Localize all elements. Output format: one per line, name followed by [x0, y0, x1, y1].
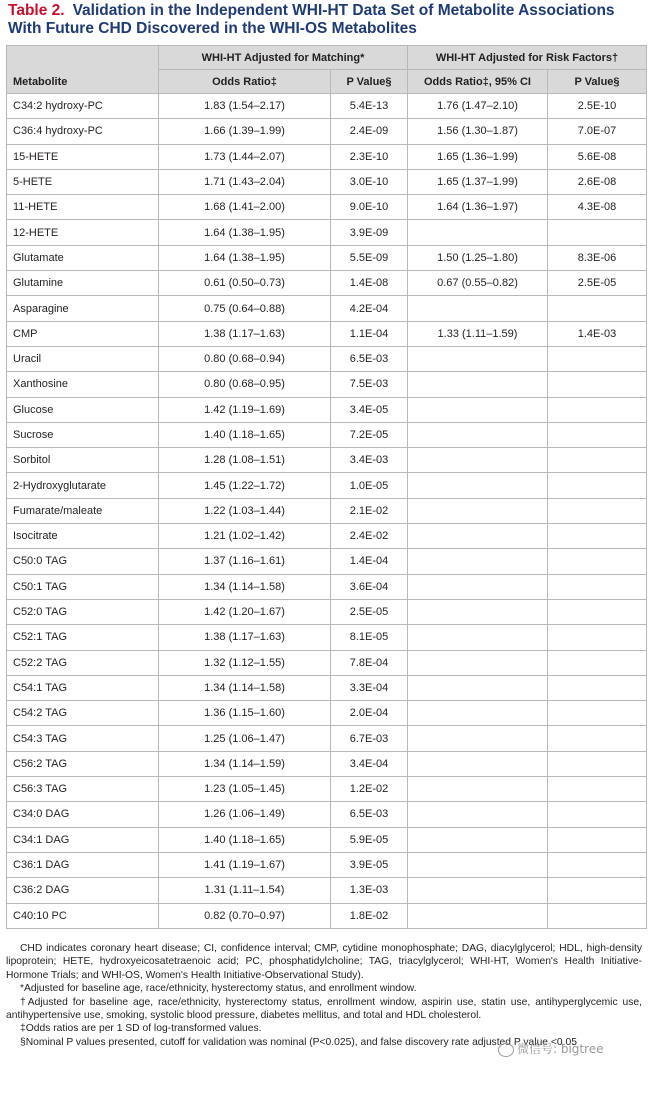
cell-p-value-risk [548, 296, 647, 321]
cell-odds-ratio-ci: 1.50 (1.25–1.80) [408, 245, 548, 270]
table-row [7, 777, 647, 802]
cell-odds-ratio-ci [408, 346, 548, 371]
cell-p-value-risk: 2.6E-08 [548, 169, 647, 194]
cell-p-value-risk [548, 701, 647, 726]
cell-metabolite: Isocitrate [7, 524, 159, 549]
footnote-section: §Nominal P values presented, cutoff for validation was nominal (P<0.025), and false discovery rate adjusted P value <0.05 [20, 1036, 577, 1048]
cell-odds-ratio-ci [408, 498, 548, 523]
cell-p-value-risk [548, 346, 647, 371]
cell-p-value: 6.7E-03 [331, 726, 408, 751]
cell-p-value-risk [548, 852, 647, 877]
table-title [8, 2, 644, 38]
cell-odds-ratio-ci: 1.65 (1.36–1.99) [408, 144, 548, 169]
cell-metabolite: C56:3 TAG [7, 777, 159, 802]
footnote-star: *Adjusted for baseline age, race/ethnicity, hysterectomy status, and enrollment window. [20, 983, 417, 995]
cell-p-value: 5.5E-09 [331, 245, 408, 270]
cell-p-value-risk [548, 625, 647, 650]
cell-odds-ratio: 1.34 (1.14–1.58) [159, 574, 331, 599]
cell-p-value: 7.2E-05 [331, 422, 408, 447]
cell-p-value: 1.2E-02 [331, 777, 408, 802]
cell-p-value: 7.8E-04 [331, 650, 408, 675]
cell-p-value: 2.0E-04 [331, 701, 408, 726]
cell-metabolite: C34:0 DAG [7, 802, 159, 827]
table-row [7, 422, 647, 447]
table-row [7, 321, 647, 346]
table-row [7, 372, 647, 397]
cell-odds-ratio-ci [408, 448, 548, 473]
cell-odds-ratio-ci [408, 397, 548, 422]
cell-odds-ratio: 1.34 (1.14–1.58) [159, 675, 331, 700]
table-row [7, 675, 647, 700]
table-row [7, 852, 647, 877]
table-row [7, 549, 647, 574]
cell-metabolite: C34:2 hydroxy-PC [7, 94, 159, 119]
cell-metabolite: C40:10 PC [7, 903, 159, 928]
table-row [7, 498, 647, 523]
cell-p-value-risk [548, 599, 647, 624]
footnote-dagger: †Adjusted for baseline age, race/ethnicity, hysterectomy status, enrollment window, aspirin use, statin use, antihyperglycemic use, antihypertensive use, smoking, systolic blood pressure, diabetes mellitus, and total and HDL cholesterol. [6, 996, 642, 1022]
watermark [498, 1040, 604, 1057]
cell-metabolite: 2-Hydroxyglutarate [7, 473, 159, 498]
cell-metabolite: 15-HETE [7, 144, 159, 169]
cell-p-value-risk: 5.6E-08 [548, 144, 647, 169]
cell-p-value: 3.4E-05 [331, 397, 408, 422]
cell-odds-ratio-ci [408, 878, 548, 903]
cell-metabolite: C54:2 TAG [7, 701, 159, 726]
cell-metabolite: C54:3 TAG [7, 726, 159, 751]
table-row [7, 271, 647, 296]
cell-metabolite: C36:4 hydroxy-PC [7, 119, 159, 144]
cell-odds-ratio-ci [408, 296, 548, 321]
cell-p-value-risk: 7.0E-07 [548, 119, 647, 144]
cell-p-value: 3.6E-04 [331, 574, 408, 599]
cell-odds-ratio-ci: 1.65 (1.37–1.99) [408, 169, 548, 194]
cell-odds-ratio-ci [408, 422, 548, 447]
cell-p-value-risk [548, 549, 647, 574]
cell-p-value: 3.4E-03 [331, 448, 408, 473]
table-row [7, 625, 647, 650]
table-row [7, 169, 647, 194]
cell-p-value: 1.8E-02 [331, 903, 408, 928]
cell-metabolite: C34:1 DAG [7, 827, 159, 852]
cell-p-value-risk [548, 574, 647, 599]
cell-p-value: 5.4E-13 [331, 94, 408, 119]
cell-odds-ratio: 1.31 (1.11–1.54) [159, 878, 331, 903]
table-row [7, 245, 647, 270]
cell-p-value-risk [548, 878, 647, 903]
col-header-p-value-risk: P Value§ [548, 70, 647, 94]
cell-metabolite: Glucose [7, 397, 159, 422]
cell-metabolite: 12-HETE [7, 220, 159, 245]
cell-odds-ratio: 1.41 (1.19–1.67) [159, 852, 331, 877]
cell-p-value: 2.4E-09 [331, 119, 408, 144]
cell-odds-ratio: 0.80 (0.68–0.95) [159, 372, 331, 397]
cell-odds-ratio-ci [408, 524, 548, 549]
cell-metabolite: Fumarate/maleate [7, 498, 159, 523]
col-header-metabolite: Metabolite [7, 46, 159, 94]
cell-metabolite: C52:2 TAG [7, 650, 159, 675]
wechat-icon [498, 1043, 514, 1057]
cell-odds-ratio-ci [408, 701, 548, 726]
cell-p-value: 3.9E-05 [331, 852, 408, 877]
cell-odds-ratio-ci [408, 802, 548, 827]
cell-p-value-risk [548, 397, 647, 422]
cell-metabolite: C52:0 TAG [7, 599, 159, 624]
cell-metabolite: C36:2 DAG [7, 878, 159, 903]
table-row [7, 94, 647, 119]
cell-p-value-risk [548, 777, 647, 802]
group-header-matching: WHI-HT Adjusted for Matching* [159, 46, 408, 70]
cell-odds-ratio: 0.82 (0.70–0.97) [159, 903, 331, 928]
table-row [7, 726, 647, 751]
cell-p-value-risk [548, 675, 647, 700]
cell-odds-ratio-ci [408, 751, 548, 776]
cell-odds-ratio: 1.38 (1.17–1.63) [159, 321, 331, 346]
cell-odds-ratio-ci: 1.76 (1.47–2.10) [408, 94, 548, 119]
table-row [7, 195, 647, 220]
cell-p-value-risk [548, 726, 647, 751]
table-row [7, 473, 647, 498]
table-row [7, 397, 647, 422]
cell-p-value-risk [548, 903, 647, 928]
cell-p-value: 3.4E-04 [331, 751, 408, 776]
table-number: Table 2. [8, 2, 65, 19]
cell-p-value: 5.9E-05 [331, 827, 408, 852]
cell-odds-ratio: 1.23 (1.05–1.45) [159, 777, 331, 802]
cell-p-value-risk [548, 372, 647, 397]
cell-odds-ratio: 1.66 (1.39–1.99) [159, 119, 331, 144]
cell-odds-ratio-ci: 1.64 (1.36–1.97) [408, 195, 548, 220]
cell-p-value-risk: 1.4E-03 [548, 321, 647, 346]
table-body [7, 94, 647, 929]
cell-odds-ratio: 1.34 (1.14–1.59) [159, 751, 331, 776]
cell-odds-ratio-ci [408, 777, 548, 802]
cell-odds-ratio: 1.21 (1.02–1.42) [159, 524, 331, 549]
cell-p-value: 1.4E-04 [331, 549, 408, 574]
cell-odds-ratio-ci [408, 220, 548, 245]
cell-p-value: 3.0E-10 [331, 169, 408, 194]
table-row [7, 903, 647, 928]
cell-p-value-risk [548, 498, 647, 523]
cell-p-value-risk: 4.3E-08 [548, 195, 647, 220]
cell-p-value-risk: 2.5E-10 [548, 94, 647, 119]
cell-p-value-risk [548, 473, 647, 498]
cell-odds-ratio-ci [408, 650, 548, 675]
cell-odds-ratio: 1.45 (1.22–1.72) [159, 473, 331, 498]
cell-odds-ratio-ci [408, 625, 548, 650]
cell-p-value: 3.9E-09 [331, 220, 408, 245]
table-row [7, 878, 647, 903]
cell-odds-ratio: 1.36 (1.15–1.60) [159, 701, 331, 726]
cell-p-value: 1.4E-08 [331, 271, 408, 296]
cell-p-value-risk [548, 751, 647, 776]
cell-odds-ratio-ci [408, 903, 548, 928]
cell-odds-ratio-ci: 1.33 (1.11–1.59) [408, 321, 548, 346]
cell-p-value: 2.4E-02 [331, 524, 408, 549]
cell-p-value-risk [548, 802, 647, 827]
cell-odds-ratio: 0.75 (0.64–0.88) [159, 296, 331, 321]
cell-p-value-risk [548, 448, 647, 473]
cell-odds-ratio: 1.83 (1.54–2.17) [159, 94, 331, 119]
col-header-odds-ratio: Odds Ratio‡ [159, 70, 331, 94]
cell-odds-ratio: 1.64 (1.38–1.95) [159, 220, 331, 245]
cell-odds-ratio-ci [408, 473, 548, 498]
cell-odds-ratio-ci [408, 726, 548, 751]
cell-metabolite: C54:1 TAG [7, 675, 159, 700]
table-row [7, 296, 647, 321]
table-row [7, 650, 647, 675]
table-row [7, 346, 647, 371]
cell-odds-ratio-ci [408, 827, 548, 852]
cell-p-value: 2.1E-02 [331, 498, 408, 523]
table-row [7, 144, 647, 169]
table-row [7, 448, 647, 473]
cell-metabolite: C52:1 TAG [7, 625, 159, 650]
cell-odds-ratio: 1.40 (1.18–1.65) [159, 422, 331, 447]
table-row [7, 524, 647, 549]
cell-metabolite: Xanthosine [7, 372, 159, 397]
cell-p-value-risk: 2.5E-05 [548, 271, 647, 296]
cell-odds-ratio: 1.71 (1.43–2.04) [159, 169, 331, 194]
cell-odds-ratio: 1.28 (1.08–1.51) [159, 448, 331, 473]
cell-metabolite: C56:2 TAG [7, 751, 159, 776]
cell-odds-ratio-ci: 0.67 (0.55–0.82) [408, 271, 548, 296]
footnote-ddagger: ‡Odds ratios are per 1 SD of log-transformed values. [20, 1023, 262, 1035]
cell-odds-ratio: 1.32 (1.12–1.55) [159, 650, 331, 675]
cell-metabolite: C50:0 TAG [7, 549, 159, 574]
footnotes [6, 942, 642, 1049]
cell-metabolite: C36:1 DAG [7, 852, 159, 877]
cell-metabolite: 5-HETE [7, 169, 159, 194]
cell-odds-ratio: 1.38 (1.17–1.63) [159, 625, 331, 650]
cell-odds-ratio-ci [408, 372, 548, 397]
cell-p-value: 3.3E-04 [331, 675, 408, 700]
table-row [7, 119, 647, 144]
cell-odds-ratio: 1.64 (1.38–1.95) [159, 245, 331, 270]
cell-odds-ratio: 1.42 (1.19–1.69) [159, 397, 331, 422]
cell-odds-ratio-ci: 1.56 (1.30–1.87) [408, 119, 548, 144]
cell-p-value-risk [548, 650, 647, 675]
cell-p-value: 6.5E-03 [331, 802, 408, 827]
cell-p-value: 9.0E-10 [331, 195, 408, 220]
table-row [7, 701, 647, 726]
cell-odds-ratio: 0.61 (0.50–0.73) [159, 271, 331, 296]
cell-metabolite: Glutamine [7, 271, 159, 296]
cell-odds-ratio: 0.80 (0.68–0.94) [159, 346, 331, 371]
table-row [7, 802, 647, 827]
cell-odds-ratio: 1.26 (1.06–1.49) [159, 802, 331, 827]
cell-p-value: 1.0E-05 [331, 473, 408, 498]
cell-p-value: 2.5E-05 [331, 599, 408, 624]
cell-odds-ratio: 1.68 (1.41–2.00) [159, 195, 331, 220]
cell-p-value-risk [548, 827, 647, 852]
cell-metabolite: Glutamate [7, 245, 159, 270]
table-row [7, 599, 647, 624]
cell-p-value-risk: 8.3E-06 [548, 245, 647, 270]
cell-odds-ratio-ci [408, 675, 548, 700]
col-header-p-value: P Value§ [331, 70, 408, 94]
results-table [6, 45, 647, 929]
cell-p-value-risk [548, 422, 647, 447]
cell-odds-ratio-ci [408, 574, 548, 599]
table-row [7, 827, 647, 852]
group-header-row [7, 46, 647, 70]
cell-odds-ratio-ci [408, 852, 548, 877]
cell-metabolite: Asparagine [7, 296, 159, 321]
cell-p-value-risk [548, 524, 647, 549]
cell-p-value: 2.3E-10 [331, 144, 408, 169]
cell-p-value: 4.2E-04 [331, 296, 408, 321]
cell-odds-ratio-ci [408, 599, 548, 624]
cell-metabolite: Sucrose [7, 422, 159, 447]
cell-odds-ratio: 1.73 (1.44–2.07) [159, 144, 331, 169]
group-header-risk: WHI-HT Adjusted for Risk Factors† [408, 46, 647, 70]
table-title-text: Validation in the Independent WHI-HT Data Set of Metabolite Associations With Future CHD Discovered in the WHI-OS Metabolites [8, 2, 615, 37]
col-header-odds-ratio-ci: Odds Ratio‡, 95% CI [408, 70, 548, 94]
table-row [7, 751, 647, 776]
footnote-abbreviations: CHD indicates coronary heart disease; CI, confidence interval; CMP, cytidine monophosphate; DAG, diacylglycerol; HDL, high-density lipoprotein; HETE, hydroxyeicosatetraenoic acid; PC, phosphatidylcholine; TAG, triacylglycerol; WHI-HT, Women's Health Initiative-Hormone Trials; and WHI-OS, Women's Health Initiative-Observational Study). [6, 943, 642, 981]
cell-odds-ratio: 1.37 (1.16–1.61) [159, 549, 331, 574]
cell-metabolite: Uracil [7, 346, 159, 371]
cell-metabolite: 11-HETE [7, 195, 159, 220]
table-row [7, 574, 647, 599]
cell-metabolite: C50:1 TAG [7, 574, 159, 599]
cell-odds-ratio: 1.42 (1.20–1.67) [159, 599, 331, 624]
cell-p-value: 1.3E-03 [331, 878, 408, 903]
cell-p-value-risk [548, 220, 647, 245]
cell-metabolite: CMP [7, 321, 159, 346]
table-row [7, 220, 647, 245]
cell-odds-ratio: 1.40 (1.18–1.65) [159, 827, 331, 852]
cell-odds-ratio: 1.25 (1.06–1.47) [159, 726, 331, 751]
cell-p-value: 7.5E-03 [331, 372, 408, 397]
cell-odds-ratio-ci [408, 549, 548, 574]
cell-p-value: 1.1E-04 [331, 321, 408, 346]
watermark-text: 微信号: bigtree [517, 1042, 604, 1056]
cell-p-value: 8.1E-05 [331, 625, 408, 650]
cell-odds-ratio: 1.22 (1.03–1.44) [159, 498, 331, 523]
cell-metabolite: Sorbitol [7, 448, 159, 473]
cell-p-value: 6.5E-03 [331, 346, 408, 371]
